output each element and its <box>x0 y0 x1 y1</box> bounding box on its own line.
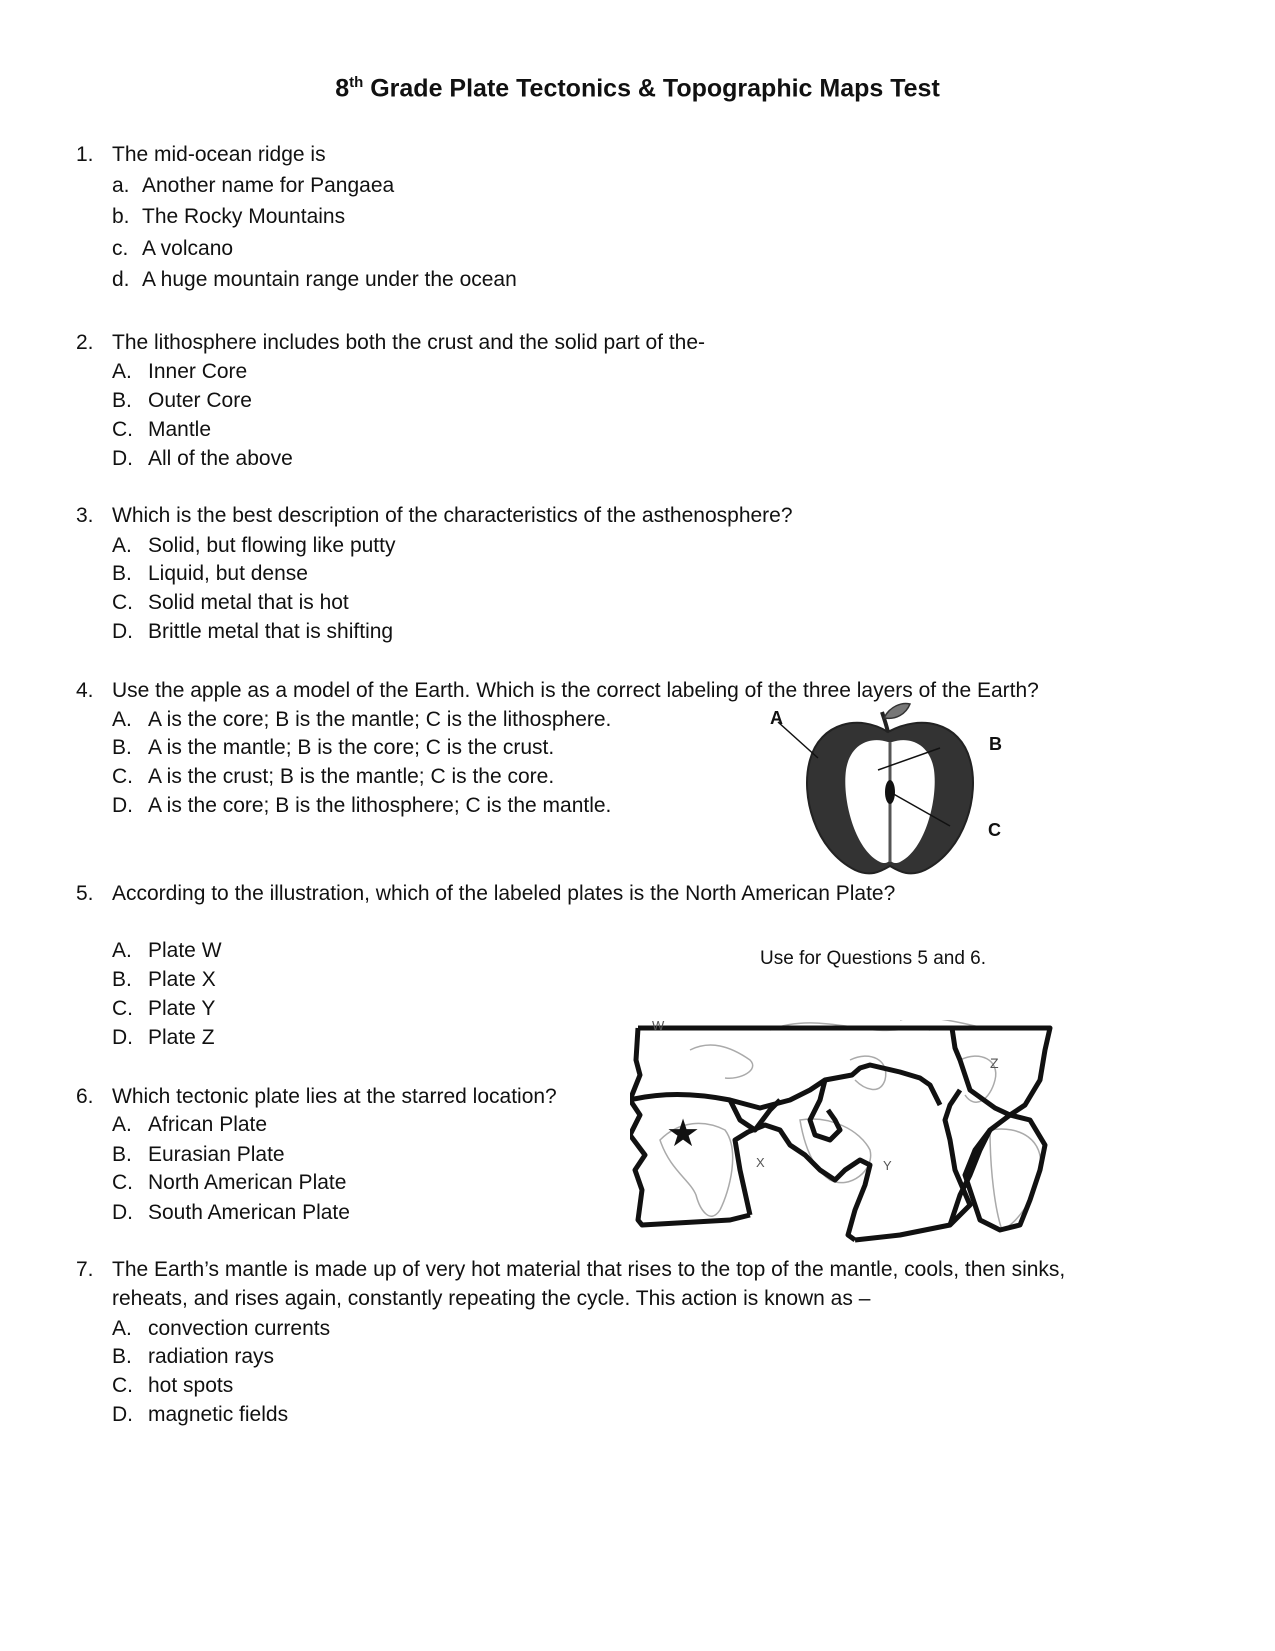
apple-label-a: A <box>770 708 783 728</box>
q2-option-c[interactable]: C. Mantle <box>112 418 212 441</box>
q3-option-d[interactable]: D. Brittle metal that is shifting <box>112 620 394 643</box>
q4-option-b[interactable]: B. A is the mantle; B is the core; C is the crust. <box>112 736 555 759</box>
q5-option-a[interactable]: A. Plate W <box>112 939 222 962</box>
q2-option-d[interactable]: D. All of the above <box>112 447 293 470</box>
q2-option-a[interactable]: A. Inner Core <box>112 360 248 383</box>
q6-option-a[interactable]: A. African Plate <box>112 1113 268 1136</box>
question-4: 4. Use the apple as a model of the Earth. Which is the correct labeling of the three layers of the Earth? <box>76 679 1039 702</box>
q1-option-c[interactable]: c. A volcano <box>112 237 234 260</box>
q7-option-c[interactable]: C. hot spots <box>112 1374 234 1397</box>
map-label-w: W <box>652 1018 665 1033</box>
question-5: 5. According to the illustration, which of the labeled plates is the North American Plate? <box>76 882 896 905</box>
q1-option-b[interactable]: b. The Rocky Mountains <box>112 205 346 228</box>
star-icon: ★ <box>666 1113 701 1155</box>
q7-option-a[interactable]: A. convection currents <box>112 1317 331 1340</box>
page-title: 8th Grade Plate Tectonics & Topographic Maps Test <box>335 74 940 103</box>
question-6: 6. Which tectonic plate lies at the starred location? <box>76 1085 557 1108</box>
question-3: 3. Which is the best description of the characteristics of the asthenosphere? <box>76 504 793 527</box>
q4-option-d[interactable]: D. A is the core; B is the lithosphere; C is the mantle. <box>112 794 612 817</box>
q6-option-d[interactable]: D. South American Plate <box>112 1201 350 1224</box>
q3-option-a[interactable]: A. Solid, but flowing like putty <box>112 534 396 557</box>
q7-option-d[interactable]: D. magnetic fields <box>112 1403 289 1426</box>
map-caption: Use for Questions 5 and 6. <box>760 948 987 969</box>
q5-option-c[interactable]: C. Plate Y <box>112 997 216 1020</box>
q5-option-d[interactable]: D. Plate Z <box>112 1026 215 1049</box>
map-label-z: Z <box>990 1055 999 1071</box>
map-label-x: X <box>756 1155 765 1170</box>
question-7: 7. The Earth’s mantle is made up of very hot material that rises to the top of the mantle, cools, then sinks, <box>76 1258 1066 1281</box>
question-7-line-2: reheats, and rises again, constantly repeating the cycle. This action is known as – <box>112 1287 871 1310</box>
q3-option-b[interactable]: B. Liquid, but dense <box>112 562 308 585</box>
q5-option-b[interactable]: B. Plate X <box>112 968 216 991</box>
question-2: 2. The lithosphere includes both the crust and the solid part of the- <box>76 331 706 354</box>
apple-label-b: B <box>989 734 1002 754</box>
q1-option-a[interactable]: a. Another name for Pangaea <box>112 174 395 197</box>
q7-option-b[interactable]: B. radiation rays <box>112 1345 275 1368</box>
q3-option-c[interactable]: C. Solid metal that is hot <box>112 591 349 614</box>
q4-option-a[interactable]: A. A is the core; B is the mantle; C is the lithosphere. <box>112 708 612 731</box>
map-label-y: Y <box>883 1158 892 1173</box>
q4-option-c[interactable]: C. A is the crust; B is the mantle; C is the core. <box>112 765 555 788</box>
apple-diagram <box>770 700 1010 880</box>
q6-option-b[interactable]: B. Eurasian Plate <box>112 1143 285 1166</box>
question-1: 1. The mid-ocean ridge is <box>76 143 326 166</box>
q1-option-d[interactable]: d. A huge mountain range under the ocean <box>112 268 517 291</box>
q2-option-b[interactable]: B. Outer Core <box>112 389 252 412</box>
apple-label-c: C <box>988 820 1001 840</box>
q6-option-c[interactable]: C. North American Plate <box>112 1171 347 1194</box>
